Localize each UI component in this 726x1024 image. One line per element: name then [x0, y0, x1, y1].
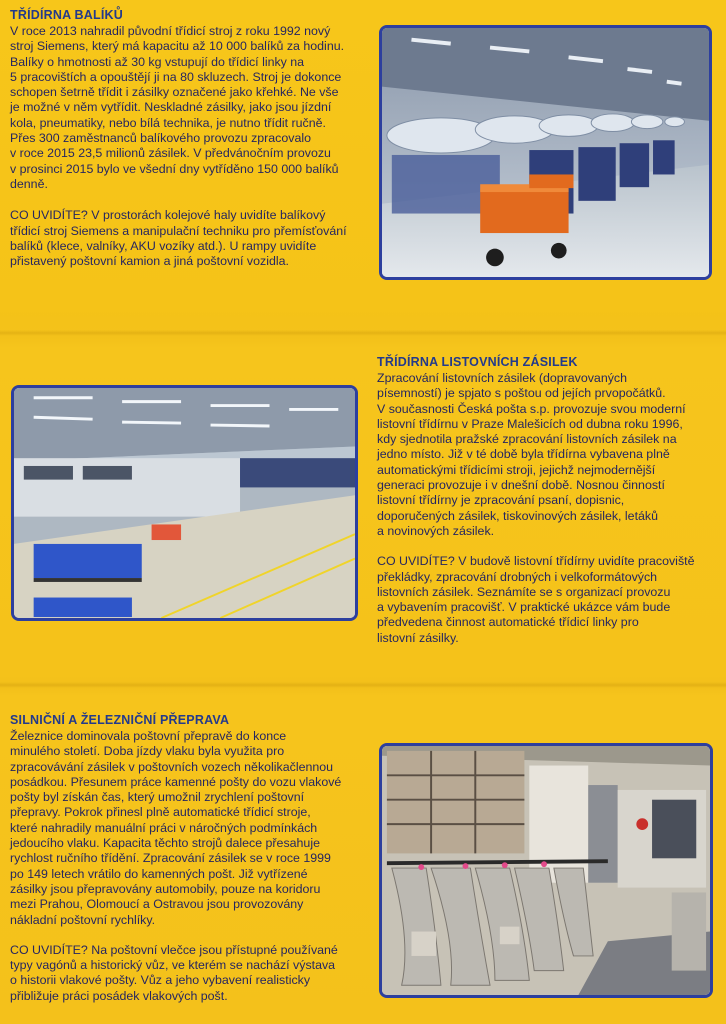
- text-line: a vybavením pracovišť. V praktické ukázce vám bude: [377, 600, 671, 615]
- text-line: v roce 2015 23,5 milionů zásilek. V předvánočním provozu: [10, 146, 331, 161]
- text-line: Zpracování listovních zásilek (dopravovaných: [377, 371, 627, 385]
- text-line: které nahradily manuální práci v náročných podmínkách: [10, 820, 318, 835]
- what-you-will-see: [10, 208, 360, 269]
- section-parcel-sorting: [10, 8, 360, 269]
- text-line: CO UVIDÍTE? Na poštovní vlečce jsou přístupné používané: [10, 942, 338, 957]
- text-line: Přes 300 zaměstnanců balíkového provozu zpracovalo: [10, 131, 311, 146]
- fold-line-top: [0, 330, 726, 336]
- text-line: zásilky jsou přepravovány automobily, pouze na koridoru: [10, 881, 321, 896]
- text-line: typy vagónů a historický vůz, ve kterém se nachází výstava: [10, 958, 336, 973]
- text-line: listovní třídírnu v Praze Malešicích od dubna roku 1996,: [377, 416, 683, 431]
- what-you-will-see: [377, 554, 710, 646]
- text-line: rychlost ručního třídění. Zpracování zásilek se v roce 1999: [10, 851, 331, 866]
- text-line: předvedena činnost automatické třídicí linky pro: [377, 615, 639, 630]
- text-line: a novinových zásilek.: [377, 523, 495, 538]
- text-line: přibližuje práci posádek vlakových pošt.: [10, 988, 228, 1003]
- text-line: automatickými třídicími stroji, jejichž nejmodernější: [377, 462, 656, 477]
- section-body: [10, 729, 362, 928]
- text-line: překládky, zpracování drobných i velkoformátových: [377, 569, 658, 584]
- text-line: mezi Prahou, Olomoucí a Ostravou jsou provozovány: [10, 897, 304, 912]
- text-line: přistavený poštovní kamion a jiná poštovní vozidla.: [10, 254, 289, 269]
- text-line: V současnosti Česká pošta s.p. provozuje svou moderní: [377, 401, 686, 416]
- text-line: zpracovávání zásilek v poštovních vozech několikačlennou: [10, 759, 334, 774]
- fold-line-bottom: [0, 682, 726, 688]
- section-heading: TŘÍDÍRNA LISTOVNÍCH ZÁSILEK: [377, 355, 578, 369]
- text-line: balíků (klece, valníky, AKU vozíky atd.). U rampy uvidíte: [10, 238, 317, 253]
- text-line: stroj Siemens, který má kapacitu až 10 000 balíků za hodinu.: [10, 39, 345, 54]
- text-line: v prosinci 2015 bylo ve všední dny vytříděno 150 000 balíků: [10, 161, 339, 176]
- text-line: doporučených zásilek, tiskovinových zásilek, letáků: [377, 508, 658, 523]
- text-line: CO UVIDÍTE? V prostorách kolejové haly uvidíte balíkový: [10, 208, 326, 223]
- text-line: denně.: [10, 176, 48, 191]
- letter-sorting-hall-photo: [11, 385, 358, 621]
- text-line: 5 pracovištích a opouštějí ji na 80 skluzech. Stroj je dokonce: [10, 69, 342, 84]
- text-line: Balíky o hmotnosti až 30 kg vstupují do třídicí linky na: [10, 54, 305, 69]
- text-line: CO UVIDÍTE? V budově listovní třídírny uvidíte pracoviště: [377, 554, 695, 569]
- text-line: je možné v něm vytřídit. Neskladné zásilky, jako jsou jízdní: [10, 100, 332, 115]
- section-heading: TŘÍDÍRNA BALÍKŮ: [10, 8, 123, 22]
- mail-train-car-photo: [379, 743, 713, 998]
- text-line: V roce 2013 nahradil původní třídicí stroj z roku 1992 nový: [10, 24, 331, 38]
- parcel-sorting-machine-photo: [379, 25, 712, 280]
- text-line: generaci provozuje i v dnešní době. Nosnou činností: [377, 478, 665, 493]
- what-you-will-see: [10, 943, 362, 1004]
- text-line: posádkou. Přesunem práce kamenné pošty do vozu vlakové: [10, 774, 342, 789]
- text-line: kola, pneumatiky, nebo bílá technika, je nutno třídit ručně.: [10, 115, 326, 130]
- section-road-rail-transport: [10, 713, 362, 1004]
- text-line: pošty byl získán čas, který umožnil zrychlení poštovní: [10, 790, 305, 805]
- section-body: [10, 24, 360, 192]
- text-line: nákladní poštovní rychlíky.: [10, 912, 156, 927]
- text-line: listovní zásilky.: [377, 630, 459, 645]
- text-line: jedoucího vlaku. Kapacita těchto strojů dalece přesahuje: [10, 836, 320, 851]
- text-line: listovní třídírny je zpracování psaní, dopisnic,: [377, 493, 625, 508]
- text-line: schopen šetrně třídit i zásilky označené jako křehké. Ne vše: [10, 85, 339, 100]
- section-body: [377, 371, 710, 539]
- text-line: kdy sjednotila pražské zpracování listovních zásilek na: [377, 432, 677, 447]
- text-line: o historii vlakové pošty. Vůz a jeho vybavení realisticky: [10, 973, 311, 988]
- text-line: písemností) je spjato s poštou od jejích prvopočátků.: [377, 386, 666, 401]
- section-heading: SILNIČNÍ A ŽELEZNIČNÍ PŘEPRAVA: [10, 713, 230, 727]
- text-line: po 149 letech vrátilo do kamenných pošt. Již vytřízené: [10, 866, 308, 881]
- text-line: Železnice dominovala poštovní přepravě do konce: [10, 729, 287, 743]
- text-line: listovních zásilek. Seznámíte se s organizací provozu: [377, 584, 671, 599]
- text-line: třídicí stroj Siemens a manipulační techniku pro přemísťování: [10, 223, 347, 238]
- text-line: jedno místo. Již v té době byla třídírna vybavena plně: [377, 447, 670, 462]
- text-line: minulého století. Doba jízdy vlaku byla využita pro: [10, 744, 285, 759]
- text-line: přepravy. Pokrok přinesl plně automatické třídicí stroje,: [10, 805, 311, 820]
- section-letter-sorting: [377, 355, 710, 646]
